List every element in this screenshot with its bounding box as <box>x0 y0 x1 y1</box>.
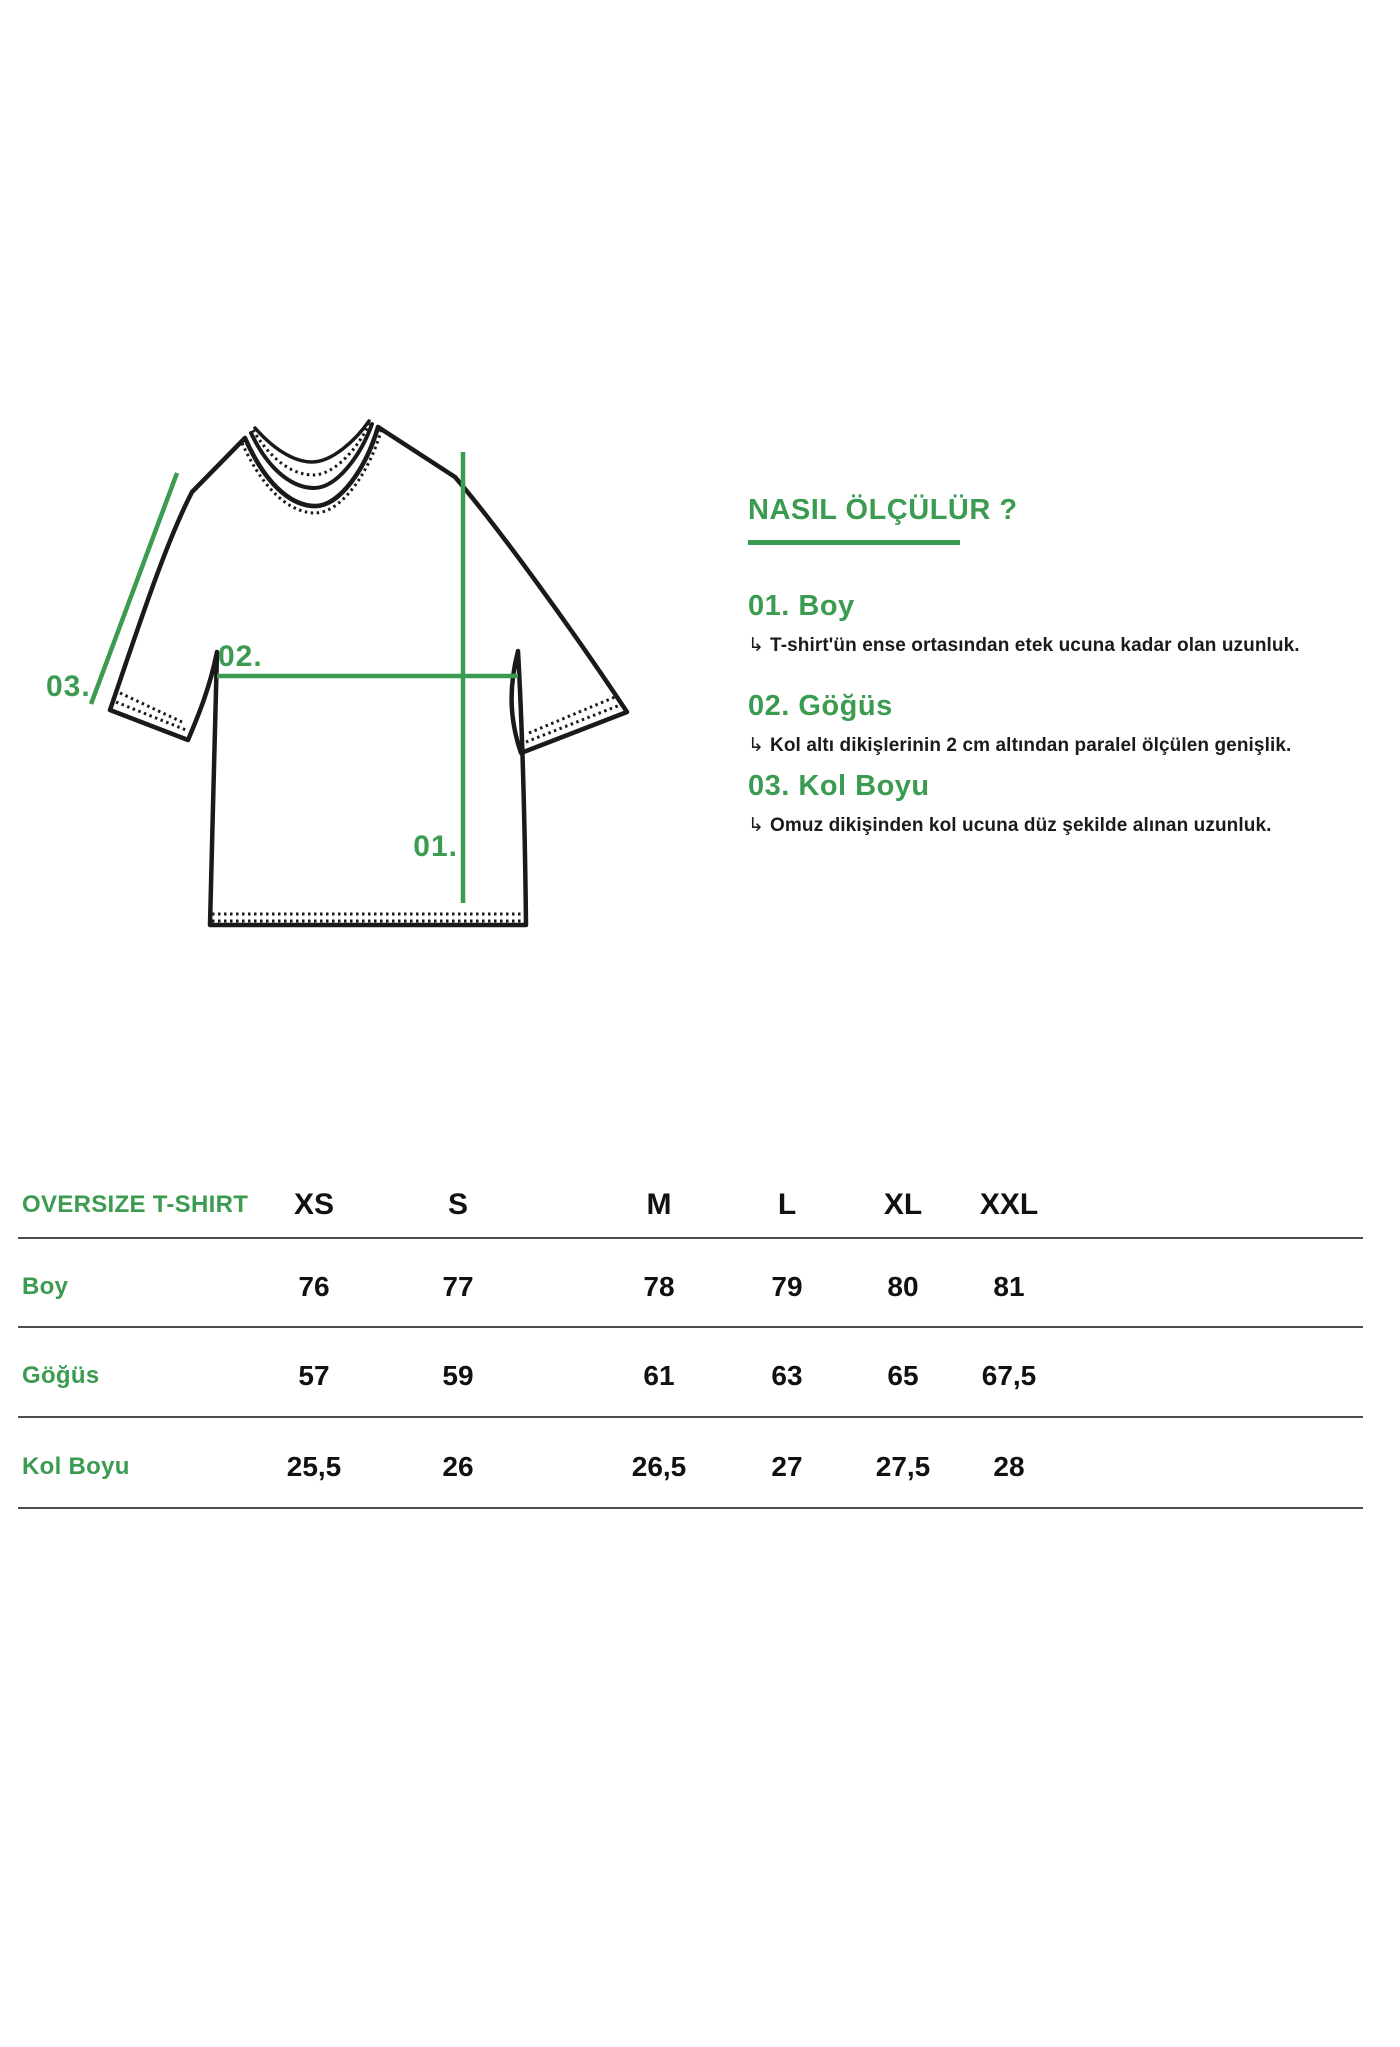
diagram-label-02: 02. <box>218 640 263 673</box>
measurement-value: 57 <box>298 1360 330 1391</box>
measurement-value: 26,5 <box>631 1450 687 1482</box>
arrow-icon: ↳ <box>748 635 765 656</box>
table-row-kol-boyu <box>18 1418 1363 1509</box>
diagram-label-01: 01. <box>413 830 458 863</box>
table-row-boy <box>18 1239 1363 1328</box>
measure-description-text: Omuz dikişinden kol ucuna düz şekilde alınan uzunluk. <box>770 815 1272 836</box>
measurement-value: 26 <box>442 1450 474 1482</box>
size-table <box>18 1172 1363 1509</box>
title-underline <box>748 540 960 545</box>
measurement-value: 65 <box>887 1360 919 1391</box>
how-to-measure-section <box>748 494 1348 874</box>
size-column-header: XXL <box>979 1187 1039 1221</box>
measure-description <box>748 634 1300 657</box>
row-label: Kol Boyu <box>22 1452 130 1480</box>
row-label: Boy <box>22 1272 69 1300</box>
measure-description-text: Kol altı dikişlerinin 2 cm altından paralel ölçülen genişlik. <box>770 735 1292 756</box>
measure-description-text: T-shirt'ün ense ortasından etek ucuna kadar olan uzunluk. <box>770 635 1300 656</box>
measure-heading: 03. Kol Boyu <box>748 770 930 802</box>
measurement-value: 78 <box>643 1270 675 1302</box>
measurement-value: 79 <box>771 1270 803 1302</box>
measurement-value: 77 <box>442 1270 474 1302</box>
measurement-value: 59 <box>442 1360 474 1391</box>
measurement-value: 27,5 <box>875 1450 931 1482</box>
row-label: Göğüs <box>22 1362 100 1389</box>
measurement-value: 67,5 <box>981 1360 1037 1391</box>
measure-heading: 01. Boy <box>748 590 855 622</box>
measure-heading: 02. Göğüs <box>748 690 893 722</box>
size-column-header: XL <box>883 1187 923 1221</box>
measure-item-boy <box>748 590 1300 657</box>
measure-item-gogus <box>748 690 1291 757</box>
measurement-value: 80 <box>887 1270 919 1302</box>
size-column-header: L <box>777 1187 797 1221</box>
measurement-value: 61 <box>643 1360 675 1391</box>
arrow-icon: ↳ <box>748 735 765 756</box>
measurement-value: 25,5 <box>286 1450 342 1482</box>
measure-description <box>748 814 1272 837</box>
diagram-label-03: 03. <box>46 670 91 703</box>
measurement-value: 76 <box>298 1270 330 1302</box>
arrow-icon: ↳ <box>748 815 765 836</box>
size-table-header-row <box>18 1172 1363 1239</box>
size-column-header: S <box>447 1187 469 1221</box>
measurement-value: 27 <box>771 1450 803 1482</box>
size-column-header: M <box>646 1187 672 1221</box>
measurement-value: 28 <box>993 1450 1025 1482</box>
tshirt-diagram-svg <box>40 400 700 950</box>
product-label: OVERSIZE T-SHIRT <box>22 1190 249 1218</box>
measurement-value: 81 <box>993 1270 1025 1302</box>
tshirt-measure-diagram <box>40 400 700 950</box>
measurement-value: 63 <box>771 1360 803 1391</box>
how-to-measure-title: NASIL ÖLÇÜLÜR ? <box>748 494 1018 526</box>
measure-description <box>748 734 1291 757</box>
size-column-header: XS <box>293 1187 335 1221</box>
measure-item-kol-boyu <box>748 770 1272 837</box>
table-row-gogus <box>18 1328 1363 1418</box>
